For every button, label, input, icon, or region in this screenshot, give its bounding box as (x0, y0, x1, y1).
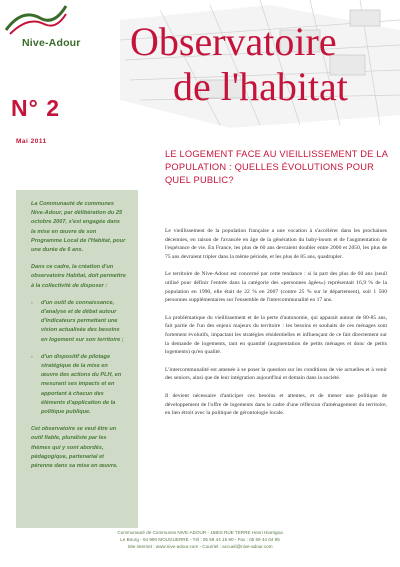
article-paragraph: Il devient nécessaire d'anticiper ces besoins et attentes, et de mener une politique de développement de l'offre de logements dans le cadre d'une réflexion d'aménagement du territoire, en lien étroit avec la politique de gérontologie locale. (165, 392, 387, 417)
article-body (165, 227, 387, 427)
sidebar-list-item: - d'un dispositif de pilotage stratégique de la mise en œuvre des actions du PLH, en mesurant ses impacts et en apportant à chacun des éléments d'application de la politique publique. (31, 353, 122, 416)
article-title: LE LOGEMENT FACE AU VIEILLISSEMENT DE LA POPULATION : QUELLES ÉVOLUTIONS POUR QUEL PUBLIC? (165, 149, 388, 185)
footer-line: Le Bourg - 64 990 MOUGUERRE - Tél : 05 59 44 15 90 - Fax : 05 59 44 04 95 (120, 537, 280, 542)
logo-text: Nive-Adour (22, 37, 81, 49)
article-paragraph: Le vieillissement de la population française a une vocation à s'accélérer dans les prochaines décennies, en raison de l'avancée en âge de la génération du baby-boom et de l'augmentation de l'espérance de vie. En France, les plus de 60 ans devraient doubler entre 2000 et 2050, les plus de 75 ans devraient tripler dans la même période, et les plus de 85 ans, quadrupler. (165, 228, 387, 260)
sidebar-list (31, 299, 126, 417)
title-line1: Observatoire (130, 19, 337, 64)
sidebar-context: Dans ce cadre, la création d'un observatoire Habitat, doit permettre à la collectivité de disposer : (31, 264, 126, 289)
dash-icon: - (31, 299, 33, 306)
sidebar-closing: Cet observatoire se veut être un outil fiable, pluraliste par les thèmes qui y sont abordés, pédagogique, partenarial et pérenne dans sa mise en œuvre. (31, 426, 118, 470)
masthead (0, 0, 400, 128)
footer-line: Site internet : www.nive-adour.com - Courriel : accueil@nive-adour.com (127, 544, 273, 549)
article-paragraph: L'intercommunalité est amenée à se poser la question sur les conditions de vie actuelles et à venir des seniors, ainsi que de leur intégration aujourd'hui et demain dans la société. (165, 366, 387, 382)
sidebar-intro: La Communauté de communes Nive-Adour, par délibération du 25 octobre 2007, s'est engagée dans la mise en œuvre de son Programme Local de l'Habitat, pour une durée de 6 ans. (31, 201, 126, 254)
nive-adour-logo-icon (0, 0, 70, 40)
issue-number: N° 2 (11, 95, 60, 121)
sidebar-list-item: - d'un outil de connaissance, d'analyse et de débat autour d'indicateurs permettant une vision actualisée des besoins en logement sur son territoire ; (31, 299, 124, 343)
article-paragraph: Le territoire de Nive-Adour est concerné par cette tendance : si la part des plus de 60 ans (seuil utilisé pour définir l'entrée dans la catégorie des «personnes âgées») représentait 16,9 % de la population en 1990, elle était de 22 % en 2007 (contre 25 % sur le département), soit 1 500 personnes supplémentaires sur l'ensemble de l'intercommunalité en 17 ans. (165, 271, 387, 304)
sidebar-box (16, 190, 138, 528)
publication-date: Mai 2011 (16, 138, 47, 145)
article-paragraph: La problématique du vieillissement et de la perte d'autonomie, qui apparait autour de 80-85 ans, fait partie de l'un des enjeux majeurs du territoire : les besoins et souhaits de ces ménages sont fortement évolutifs, impactant les stratégies résidentielles et influençant de ce fait directement sur la demande de logements, tant en quantité (augmentation de petits ménages et donc de petits logements) qu'en qualité. (165, 314, 387, 356)
footer-line: Communauté de Communes NIVE-ADOUR - 15BIS RUE TERRE Henri Hiarrigoa (117, 530, 283, 535)
dash-icon: - (31, 353, 33, 360)
title-line2: de l'habitat (173, 64, 348, 109)
footer (0, 529, 400, 550)
